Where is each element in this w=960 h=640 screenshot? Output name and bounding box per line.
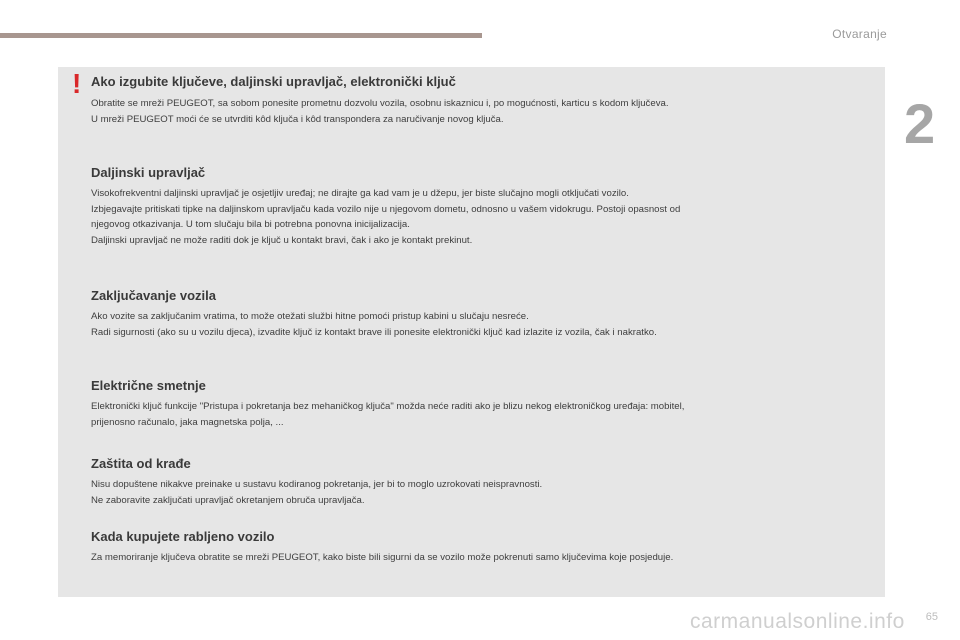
section-name: Otvaranje: [832, 27, 887, 41]
section-used-vehicle: [91, 529, 871, 566]
section-theft-protection: [91, 456, 871, 508]
section-title: Električne smetnje: [91, 378, 206, 393]
section-electrical-interference: [91, 378, 871, 430]
page-number: 65: [925, 611, 938, 623]
warning-text: Obratite se mreži PEUGEOT, sa sobom ponesite prometnu dozvolu vozila, osobnu iskaznicu i, po mogućnosti, karticu s kodom ključeva. U mreži PEUGEOT moći će se utvrditi kôd ključa i kôd transpondera za naručivanje novog ključa.: [91, 98, 669, 125]
section-title: Zaštita od krađe: [91, 456, 191, 471]
section-text: Za memoriranje ključeva obratite se mreži PEUGEOT, kako biste bili sigurni da se vozilo može pokrenuti samo ključevima koje posjeduje.: [91, 552, 674, 563]
section-text: Visokofrekventni daljinski upravljač je osjetljiv uređaj; ne dirajte ga kad vam je u džepu, jer biste slučajno mogli otključati vozilo. Izbjegavajte pritiskati tipke na daljinskom upravljaču kada vozilo nije u njegovom dometu, odnosno u vašem vidokrugu. Postoji opasnost od njegovog otkazivanja. U tom slučaju bila bi potrebna ponovna inicijalizacija. Daljinski upravljač ne može raditi dok je ključ u kontakt bravi, čak i ako je kontakt prekinut.: [91, 188, 681, 246]
section-text: Elektronički ključ funkcije "Pristupa i pokretanja bez mehaničkog ključa" možda neće raditi ako je blizu nekog elektroničkog uređaja: mobitel, prijenosno računalo, jaka magnetska polja, ...: [91, 401, 685, 428]
section-title: Daljinski upravljač: [91, 165, 206, 180]
section-title: Zaključavanje vozila: [91, 288, 217, 303]
section-text: Nisu dopuštene nikakve preinake u sustavu kodiranog pokretanja, jer bi to moglo uzrokovati neispravnosti. Ne zaboravite zaključati upravljač okretanjem obruča upravljača.: [91, 479, 543, 506]
warning-title: Ako izgubite ključeve, daljinski upravljač, elektronički ključ: [91, 74, 456, 89]
exclamation-icon: !: [72, 68, 82, 99]
header-rule: [0, 33, 482, 38]
watermark: carmanualsonline.info: [690, 610, 905, 633]
chapter-number: 2: [904, 92, 936, 155]
section-text: Ako vozite sa zaključanim vratima, to može otežati službi hitne pomoći pristup kabini u slučaju nesreće. Radi sigurnosti (ako su u vozilu djeca), izvadite ključ iz kontakt brave ili ponesite elektronički ključ kad izlazite iz vozila, čak i nakratko.: [91, 311, 657, 338]
section-title: Kada kupujete rabljeno vozilo: [91, 529, 275, 544]
section-vehicle-locking: [91, 288, 871, 340]
warning-block: [91, 74, 871, 127]
section-remote-control: [91, 165, 871, 248]
